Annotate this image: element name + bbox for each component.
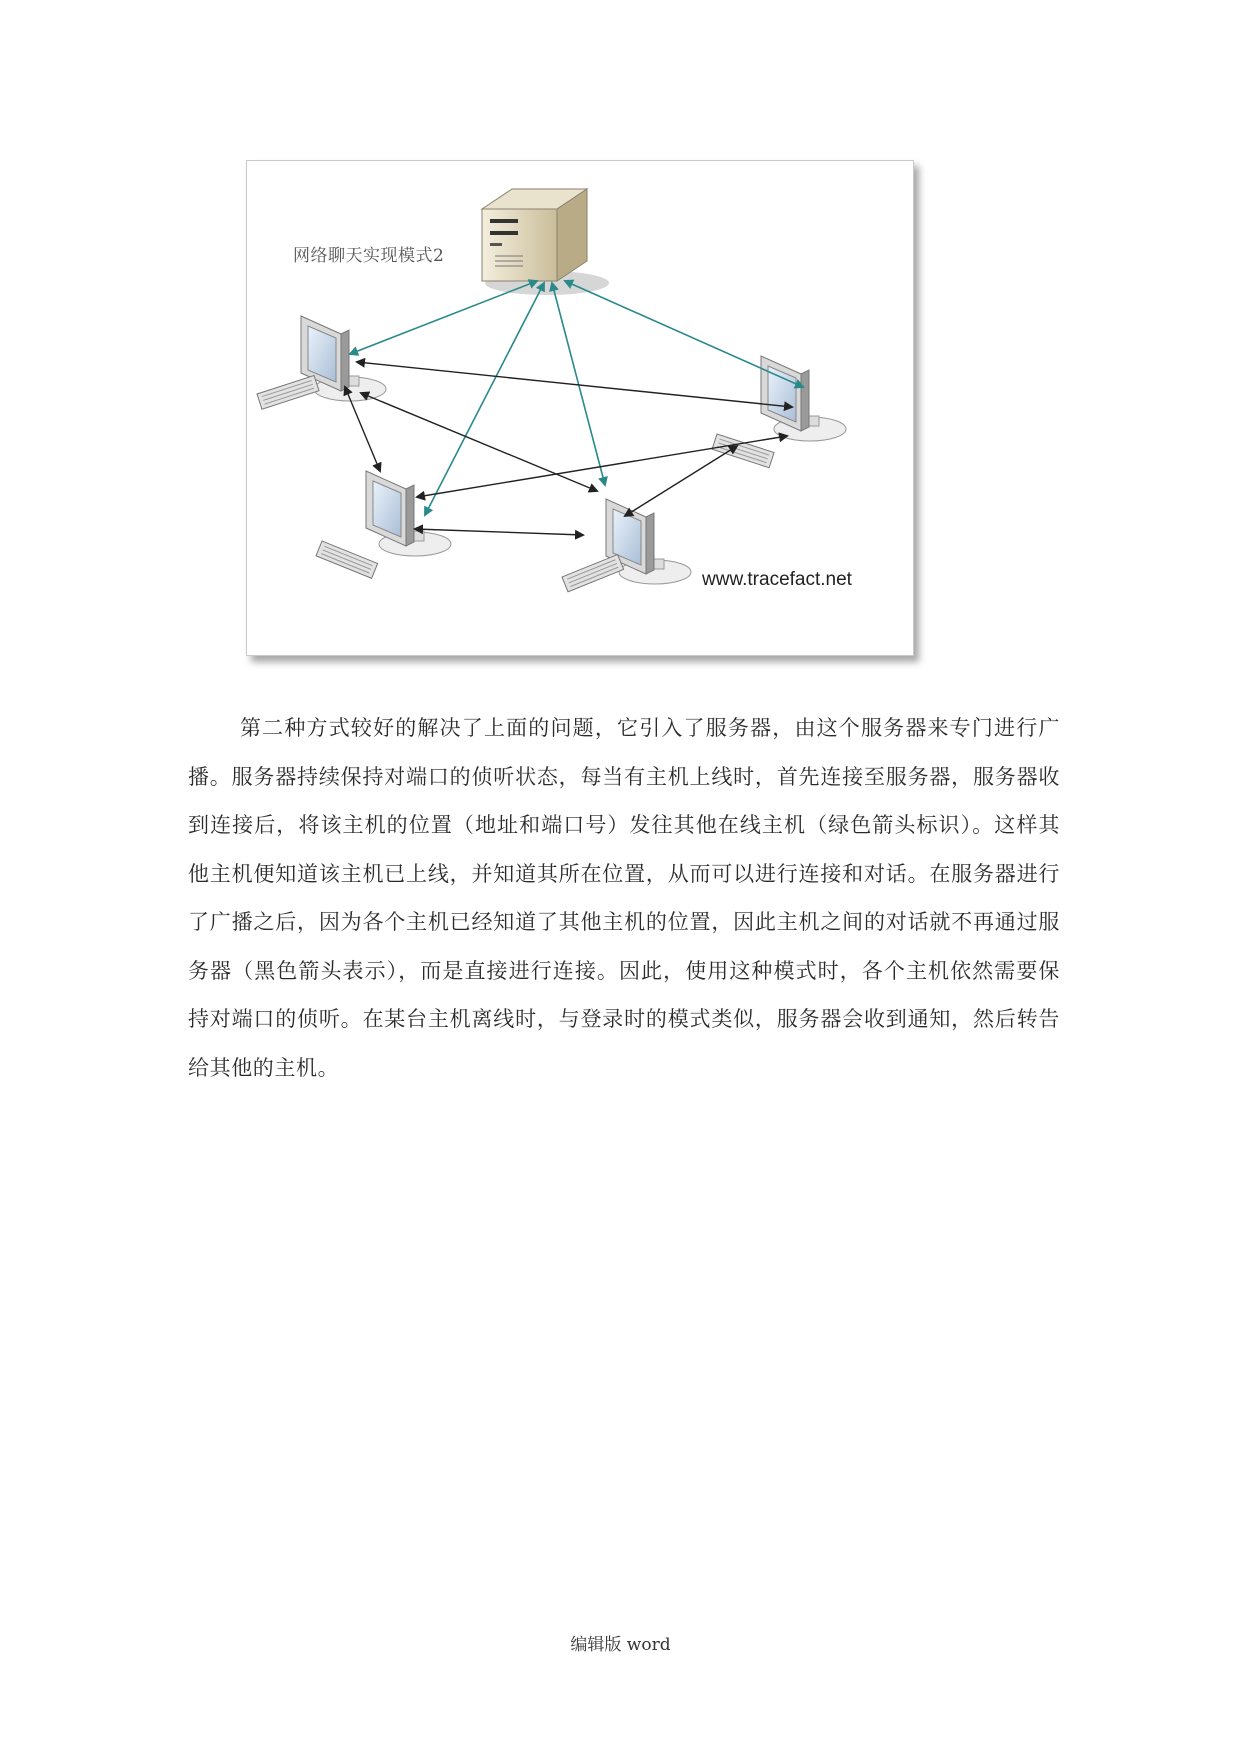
page-footer: 编辑版 word — [570, 1635, 671, 1655]
computer-3-icon — [316, 471, 451, 578]
diagram-title: 网络聊天实现模式2 — [293, 246, 445, 266]
network-diagram — [246, 160, 914, 656]
computer-4-icon — [562, 499, 691, 592]
peer-link-4-2 — [625, 446, 737, 516]
server-links — [350, 281, 803, 515]
server-link-1 — [350, 281, 537, 354]
computer-2-icon — [712, 356, 846, 468]
peer-link-3-4 — [415, 529, 583, 535]
server-link-4 — [565, 281, 803, 387]
body-paragraph: 第二种方式较好的解决了上面的问题，它引入了服务器，由这个服务器来专门进行广播。服务器持续保持对端口的侦听状态，每当有主机上线时，首先连接至服务器，服务器收到连接后，将该主机的位置（地址和端口号）发往其他在线主机（绿色箭头标识）。这样其他主机便知道该主机已上线，并知道其所在位置，从而可以进行连接和对话。在服务器进行了广播之后，因为各个主机已经知道了其他主机的位置，因此主机之间的对话就不再通过服务器（黑色箭头表示），而是直接进行连接。因此，使用这种模式时，各个主机依然需要保持对端口的侦听。在某台主机离线时，与登录时的模式类似，服务器会收到通知，然后转告给其他的主机。 — [188, 716, 1060, 1080]
diagram-watermark: www.tracefact.net — [702, 569, 852, 590]
peer-link-1-4 — [361, 393, 597, 491]
server-link-3 — [552, 283, 605, 485]
server-tower-icon — [482, 189, 609, 295]
peer-link-2-3 — [417, 436, 787, 497]
